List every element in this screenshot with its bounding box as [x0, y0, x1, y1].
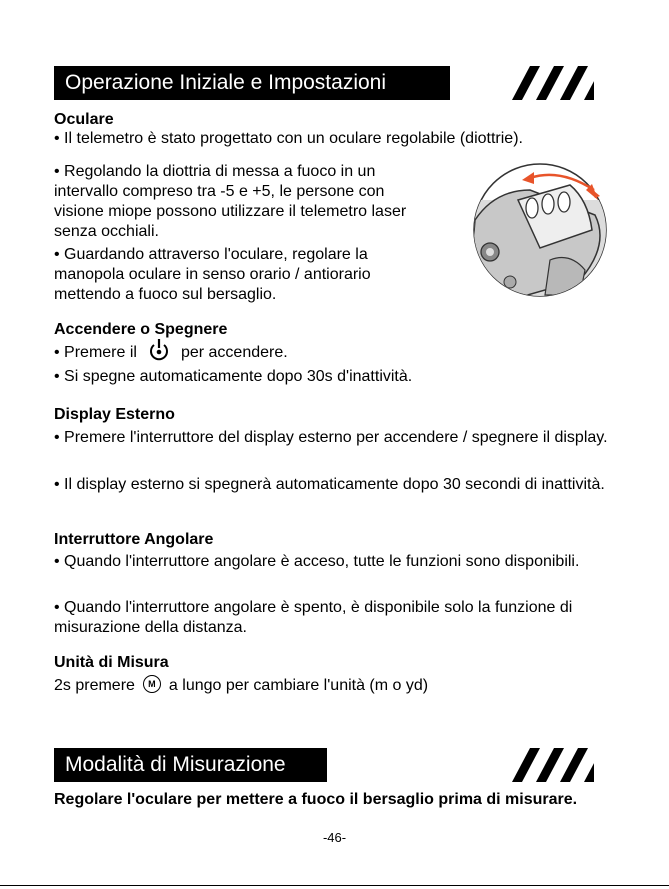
eyepiece-illustration [470, 160, 610, 300]
section-banner-initial-operation [54, 66, 594, 100]
mode-button-icon: M [143, 675, 161, 693]
banner-title: Operazione Iniziale e Impostazioni [54, 66, 450, 100]
section-banner-measurement-mode [54, 748, 594, 782]
focus-note: Regolare l'oculare per mettere a fuoco il bersaglio prima di misurare. [54, 791, 578, 808]
banner-title: Modalità di Misurazione [54, 748, 327, 782]
angle-paragraph-2: • Quando l'interruttore angolare è spento, è disponibile solo la funzione di misurazione della distanza. [54, 599, 573, 636]
display-paragraph-1: • Premere l'interruttore del display esterno per accendere / spegnere il display. [54, 429, 608, 446]
power-icon [137, 345, 181, 361]
heading-eyepiece: Oculare [54, 111, 114, 128]
heading-external-display: Display Esterno [54, 406, 175, 423]
power-paragraph-1 [54, 343, 620, 363]
units-text-before: 2s premere [54, 677, 135, 694]
page-bottom-rule [0, 885, 669, 886]
heading-units: Unità di Misura [54, 654, 169, 671]
units-text-after: a lungo per cambiare l'unità (m o yd) [168, 677, 429, 694]
angle-paragraph-1: • Quando l'interruttore angolare è acceso, tutte le funzioni sono disponibili. [54, 553, 580, 570]
heading-power: Accendere o Spegnere [54, 321, 228, 338]
power-text-after: per accendere. [180, 344, 288, 361]
heading-angle-switch: Interruttore Angolare [54, 531, 214, 548]
power-paragraph-2: • Si spegne automaticamente dopo 30s d'inattività. [54, 368, 413, 385]
eyepiece-paragraph-2: • Regolando la diottria di messa a fuoco in un intervallo compreso tra -5 e +5, le persone con visione miope possono utilizzare il telemetro laser senza occhiali. [54, 163, 407, 240]
eyepiece-paragraph-1: • Il telemetro è stato progettato con un oculare regolabile (diottrie). [54, 130, 523, 147]
eyepiece-paragraph-3: • Guardando attraverso l'oculare, regolare la manopola oculare in senso orario / antiorario mettendo a fuoco sul bersaglio. [54, 246, 371, 303]
page-number: -46- [322, 830, 347, 845]
display-paragraph-2: • Il display esterno si spegnerà automaticamente dopo 30 secondi di inattività. [54, 476, 605, 493]
units-paragraph [54, 676, 620, 696]
power-text-before: • Premere il [54, 344, 137, 361]
